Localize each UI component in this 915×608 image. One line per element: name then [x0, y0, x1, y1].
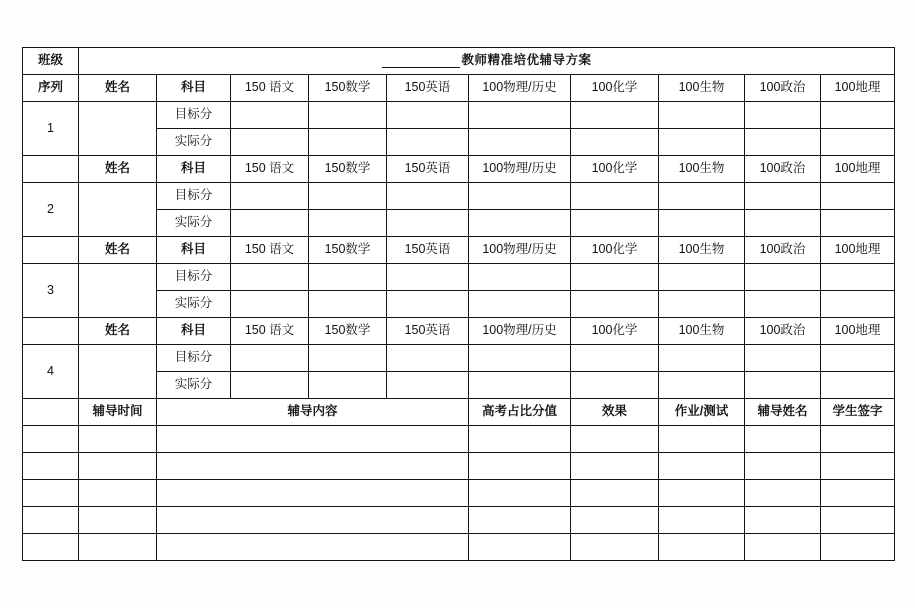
- footer-homework-3[interactable]: [659, 480, 745, 507]
- footer-content-3[interactable]: [157, 480, 469, 507]
- header-name-2: 姓名: [79, 156, 157, 183]
- actual-chemistry-2[interactable]: [571, 210, 659, 237]
- label-actual-2: 实际分: [157, 210, 231, 237]
- target-english-1[interactable]: [387, 102, 469, 129]
- target-physics-history-3[interactable]: [469, 264, 571, 291]
- actual-physics-history-2[interactable]: [469, 210, 571, 237]
- target-geography-4[interactable]: [821, 345, 895, 372]
- table-row-footer-header: [23, 399, 895, 426]
- target-geography-1[interactable]: [821, 102, 895, 129]
- target-biology-2[interactable]: [659, 183, 745, 210]
- footer-corner-blank-5: [23, 534, 79, 561]
- actual-chemistry-1[interactable]: [571, 129, 659, 156]
- target-geography-2[interactable]: [821, 183, 895, 210]
- subject-politics-3: 100政治: [745, 237, 821, 264]
- footer-homework-1[interactable]: [659, 426, 745, 453]
- table-row-header-4: [23, 318, 895, 345]
- footer-corner-blank-2: [23, 453, 79, 480]
- student-name-input-4[interactable]: [79, 345, 157, 399]
- actual-chinese-3[interactable]: [231, 291, 309, 318]
- actual-politics-3[interactable]: [745, 291, 821, 318]
- subject-chinese-3: 150 语文: [231, 237, 309, 264]
- footer-sign-2[interactable]: [821, 453, 895, 480]
- actual-politics-1[interactable]: [745, 129, 821, 156]
- table-row-header-2: [23, 156, 895, 183]
- label-actual-4: 实际分: [157, 372, 231, 399]
- header-name-3: 姓名: [79, 237, 157, 264]
- target-biology-4[interactable]: [659, 345, 745, 372]
- student-index-3: 3: [23, 264, 79, 318]
- subject-biology-3: 100生物: [659, 237, 745, 264]
- footer-sign-3[interactable]: [821, 480, 895, 507]
- target-english-4[interactable]: [387, 345, 469, 372]
- footer-header-homework-test: 作业/测试: [659, 399, 745, 426]
- footer-tutor-2[interactable]: [745, 453, 821, 480]
- actual-math-3[interactable]: [309, 291, 387, 318]
- subject-geography-4: 100地理: [821, 318, 895, 345]
- footer-time-4[interactable]: [79, 507, 157, 534]
- header-seq-1: 序列: [23, 75, 79, 102]
- footer-tutor-3[interactable]: [745, 480, 821, 507]
- target-geography-3[interactable]: [821, 264, 895, 291]
- actual-math-2[interactable]: [309, 210, 387, 237]
- actual-geography-2[interactable]: [821, 210, 895, 237]
- header-seq-3: [23, 237, 79, 264]
- target-english-2[interactable]: [387, 183, 469, 210]
- footer-ratio-1[interactable]: [469, 426, 571, 453]
- table-row-header-3: [23, 237, 895, 264]
- footer-corner-cell: [23, 399, 79, 426]
- target-politics-1[interactable]: [745, 102, 821, 129]
- footer-content-5[interactable]: [157, 534, 469, 561]
- target-english-3[interactable]: [387, 264, 469, 291]
- actual-geography-4[interactable]: [821, 372, 895, 399]
- footer-tutor-4[interactable]: [745, 507, 821, 534]
- actual-physics-history-1[interactable]: [469, 129, 571, 156]
- footer-effect-5[interactable]: [571, 534, 659, 561]
- footer-time-5[interactable]: [79, 534, 157, 561]
- actual-politics-4[interactable]: [745, 372, 821, 399]
- subject-geography-1: 100地理: [821, 75, 895, 102]
- target-math-2[interactable]: [309, 183, 387, 210]
- footer-ratio-2[interactable]: [469, 453, 571, 480]
- target-physics-history-2[interactable]: [469, 183, 571, 210]
- actual-english-1[interactable]: [387, 129, 469, 156]
- target-physics-history-4[interactable]: [469, 345, 571, 372]
- actual-biology-1[interactable]: [659, 129, 745, 156]
- title-blank-underline[interactable]: [382, 55, 460, 68]
- label-actual-3: 实际分: [157, 291, 231, 318]
- subject-geography-2: 100地理: [821, 156, 895, 183]
- subject-politics-2: 100政治: [745, 156, 821, 183]
- footer-ratio-5[interactable]: [469, 534, 571, 561]
- target-chinese-2[interactable]: [231, 183, 309, 210]
- footer-time-2[interactable]: [79, 453, 157, 480]
- target-chemistry-4[interactable]: [571, 345, 659, 372]
- footer-sign-4[interactable]: [821, 507, 895, 534]
- footer-header-gaokao-ratio: 高考占比分值: [469, 399, 571, 426]
- actual-chemistry-3[interactable]: [571, 291, 659, 318]
- student-index-2: 2: [23, 183, 79, 237]
- actual-english-4[interactable]: [387, 372, 469, 399]
- footer-sign-1[interactable]: [821, 426, 895, 453]
- footer-header-content: 辅导内容: [157, 399, 469, 426]
- footer-header-time: 辅导时间: [79, 399, 157, 426]
- footer-homework-5[interactable]: [659, 534, 745, 561]
- table-row-header-1: [23, 75, 895, 102]
- footer-tutor-1[interactable]: [745, 426, 821, 453]
- table-row-target-3: [23, 264, 895, 291]
- actual-math-1[interactable]: [309, 129, 387, 156]
- header-subject-2: 科目: [157, 156, 231, 183]
- footer-corner-blank-1: [23, 426, 79, 453]
- actual-chemistry-4[interactable]: [571, 372, 659, 399]
- header-subject-1: 科目: [157, 75, 231, 102]
- footer-header-tutor-name: 辅导姓名: [745, 399, 821, 426]
- header-name-1: 姓名: [79, 75, 157, 102]
- actual-physics-history-3[interactable]: [469, 291, 571, 318]
- table-row: [23, 426, 895, 453]
- subject-chemistry-2: 100化学: [571, 156, 659, 183]
- target-biology-1[interactable]: [659, 102, 745, 129]
- footer-effect-4[interactable]: [571, 507, 659, 534]
- footer-tutor-5[interactable]: [745, 534, 821, 561]
- label-target-2: 目标分: [157, 183, 231, 210]
- table-row: [23, 507, 895, 534]
- subject-politics-1: 100政治: [745, 75, 821, 102]
- actual-biology-2[interactable]: [659, 210, 745, 237]
- actual-chinese-1[interactable]: [231, 129, 309, 156]
- label-actual-1: 实际分: [157, 129, 231, 156]
- subject-chinese-2: 150 语文: [231, 156, 309, 183]
- target-chemistry-1[interactable]: [571, 102, 659, 129]
- target-math-1[interactable]: [309, 102, 387, 129]
- student-name-input-2[interactable]: [79, 183, 157, 237]
- target-biology-3[interactable]: [659, 264, 745, 291]
- footer-homework-4[interactable]: [659, 507, 745, 534]
- subject-math-2: 150数学: [309, 156, 387, 183]
- form-table-container: [22, 47, 894, 561]
- actual-geography-3[interactable]: [821, 291, 895, 318]
- subject-physics-history-2: 100物理/历史: [469, 156, 571, 183]
- subject-chemistry-3: 100化学: [571, 237, 659, 264]
- subject-chinese-1: 150 语文: [231, 75, 309, 102]
- document-title-cell: [79, 48, 895, 75]
- table-row-target-4: [23, 345, 895, 372]
- table-row-title: [23, 48, 895, 75]
- subject-english-4: 150英语: [387, 318, 469, 345]
- footer-time-1[interactable]: [79, 426, 157, 453]
- table-row: [23, 453, 895, 480]
- subject-biology-2: 100生物: [659, 156, 745, 183]
- actual-geography-1[interactable]: [821, 129, 895, 156]
- footer-sign-5[interactable]: [821, 534, 895, 561]
- table-row-target-2: [23, 183, 895, 210]
- target-chinese-4[interactable]: [231, 345, 309, 372]
- table-row: [23, 534, 895, 561]
- footer-effect-2[interactable]: [571, 453, 659, 480]
- footer-content-4[interactable]: [157, 507, 469, 534]
- footer-time-3[interactable]: [79, 480, 157, 507]
- subject-math-4: 150数学: [309, 318, 387, 345]
- footer-homework-2[interactable]: [659, 453, 745, 480]
- subject-physics-history-3: 100物理/历史: [469, 237, 571, 264]
- actual-english-2[interactable]: [387, 210, 469, 237]
- subject-geography-3: 100地理: [821, 237, 895, 264]
- footer-effect-3[interactable]: [571, 480, 659, 507]
- footer-content-2[interactable]: [157, 453, 469, 480]
- target-math-4[interactable]: [309, 345, 387, 372]
- actual-math-4[interactable]: [309, 372, 387, 399]
- header-seq-2: [23, 156, 79, 183]
- actual-biology-3[interactable]: [659, 291, 745, 318]
- footer-ratio-4[interactable]: [469, 507, 571, 534]
- student-name-input-3[interactable]: [79, 264, 157, 318]
- label-target-4: 目标分: [157, 345, 231, 372]
- footer-content-1[interactable]: [157, 426, 469, 453]
- actual-politics-2[interactable]: [745, 210, 821, 237]
- target-politics-4[interactable]: [745, 345, 821, 372]
- student-name-input-1[interactable]: [79, 102, 157, 156]
- label-target-3: 目标分: [157, 264, 231, 291]
- actual-english-3[interactable]: [387, 291, 469, 318]
- footer-header-student-sign: 学生签字: [821, 399, 895, 426]
- footer-effect-1[interactable]: [571, 426, 659, 453]
- target-chinese-3[interactable]: [231, 264, 309, 291]
- target-chinese-1[interactable]: [231, 102, 309, 129]
- subject-math-1: 150数学: [309, 75, 387, 102]
- actual-physics-history-4[interactable]: [469, 372, 571, 399]
- target-chemistry-2[interactable]: [571, 183, 659, 210]
- subject-english-3: 150英语: [387, 237, 469, 264]
- class-label-cell: 班级: [23, 48, 79, 75]
- subject-physics-history-4: 100物理/历史: [469, 318, 571, 345]
- subject-politics-4: 100政治: [745, 318, 821, 345]
- subject-math-3: 150数学: [309, 237, 387, 264]
- header-subject-4: 科目: [157, 318, 231, 345]
- label-target-1: 目标分: [157, 102, 231, 129]
- subject-chemistry-1: 100化学: [571, 75, 659, 102]
- header-name-4: 姓名: [79, 318, 157, 345]
- footer-corner-blank-4: [23, 507, 79, 534]
- subject-physics-history-1: 100物理/历史: [469, 75, 571, 102]
- table-row: [23, 480, 895, 507]
- target-physics-history-1[interactable]: [469, 102, 571, 129]
- subject-chemistry-4: 100化学: [571, 318, 659, 345]
- tutoring-plan-table: [22, 47, 895, 561]
- subject-biology-4: 100生物: [659, 318, 745, 345]
- footer-header-effect: 效果: [571, 399, 659, 426]
- header-seq-4: [23, 318, 79, 345]
- target-politics-3[interactable]: [745, 264, 821, 291]
- page-title: 教师精准培优辅导方案: [461, 53, 592, 68]
- footer-corner-blank-3: [23, 480, 79, 507]
- table-row-target-1: [23, 102, 895, 129]
- target-math-3[interactable]: [309, 264, 387, 291]
- target-chemistry-3[interactable]: [571, 264, 659, 291]
- subject-biology-1: 100生物: [659, 75, 745, 102]
- student-index-4: 4: [23, 345, 79, 399]
- subject-english-2: 150英语: [387, 156, 469, 183]
- subject-english-1: 150英语: [387, 75, 469, 102]
- subject-chinese-4: 150 语文: [231, 318, 309, 345]
- target-politics-2[interactable]: [745, 183, 821, 210]
- actual-biology-4[interactable]: [659, 372, 745, 399]
- actual-chinese-4[interactable]: [231, 372, 309, 399]
- footer-ratio-3[interactable]: [469, 480, 571, 507]
- header-subject-3: 科目: [157, 237, 231, 264]
- actual-chinese-2[interactable]: [231, 210, 309, 237]
- student-index-1: 1: [23, 102, 79, 156]
